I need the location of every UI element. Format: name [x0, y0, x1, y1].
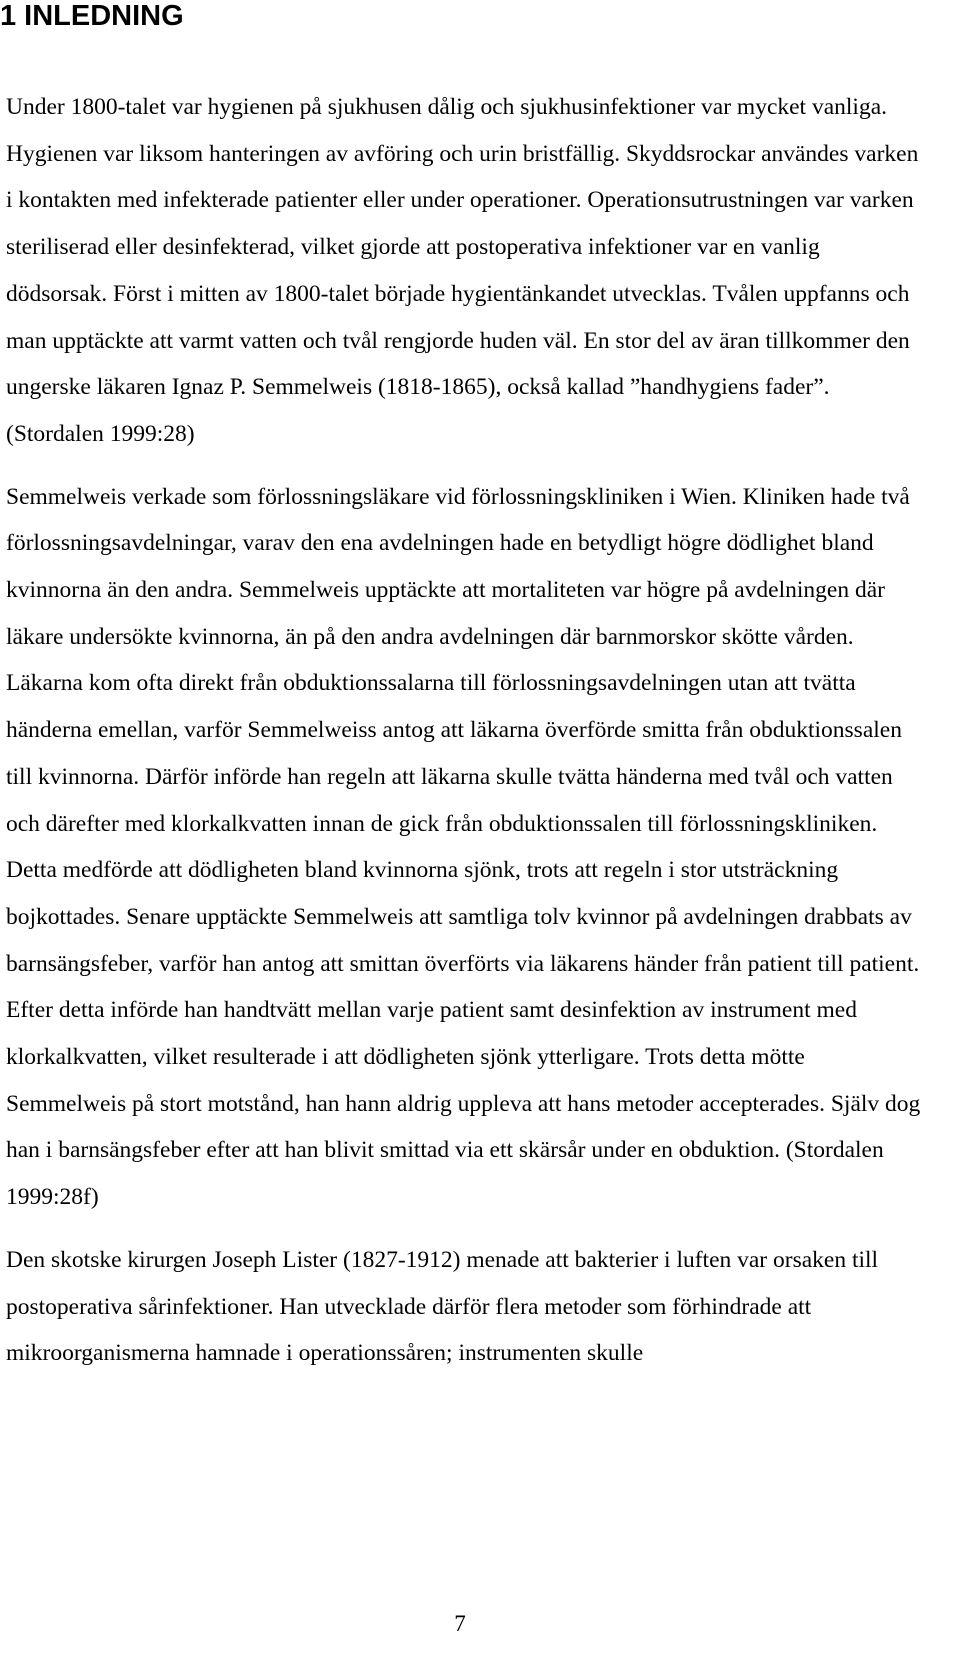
paragraph-semmelweis: Semmelweis verkade som förlossningsläkare vid förlossningskliniken i Wien. Kliniken hade två förlossningsavdelningar, varav den ena avdelningen hade en betydligt högre dödlighet bland kvinnorna än den andra. Semmelweis upptäckte att mortaliteten var högre på avdelningen där läkare undersökte kvinnorna, än på den andra avdelningen där barnmorskor skötte vården. Läkarna kom ofta direkt från obduktionssalarna till förlossningsavdelningen utan att tvätta händerna emellan, varför Semmelweiss antog att läkarna överförde smitta från obduktionssalen till kvinnorna. Därför införde han regeln att läkarna skulle tvätta händerna med tvål och vatten och därefter med klorkalkvatten innan de gick från obduktionssalen till förlossningskliniken. Detta medförde att dödligheten bland kvinnorna sjönk, trots att regeln i stor utsträckning bojkottades. Senare upptäckte Semmelweis att samtliga tolv kvinnor på avdelningen drabbats av barnsängsfeber, varför han antog att smittan överförts via läkarens händer från patient till patient. Efter detta införde han handtvätt mellan varje patient samt desinfektion av instrument med klorkalkvatten, vilket resulterade i att dödligheten sjönk ytterligare. Trots detta mötte Semmelweis på stort motstånd, han hann aldrig uppleva att hans metoder accepterades. Själv dog han i barnsängsfeber efter att han blivit smittad via ett skärsår under en obduktion. (Stordalen 1999:28f): [6, 483, 921, 1211]
paragraph-hygiene-history: Under 1800-talet var hygienen på sjukhusen dålig och sjukhusinfektioner var mycket vanliga. Hygienen var liksom hanteringen av avföring och urin bristfällig. Skyddsrockar användes varken i kontakten med infekterade patienter eller under operationer. Operationsutrustningen var varken steriliserad eller desinfekterad, vilket gjorde att postoperativa infektioner var en vanlig dödsorsak. Först i mitten av 1800-talet började hygientänkandet utvecklas. Tvålen uppfanns och man upptäckte att varmt vatten och tvål rengjorde huden väl. En stor del av äran tillkommer den ungerske läkaren Ignaz P. Semmelweis (1818-1865), också kallad ”handhygiens fader”. (Stordalen 1999:28): [6, 94, 919, 447]
section-heading: 1 INLEDNING: [0, 0, 184, 32]
paragraph-lister: Den skotske kirurgen Joseph Lister (1827-1912) menade att bakterier i luften var orsaken till postoperativa sårinfektioner. Han utvecklade därför flera metoder som förhindrade att mikroorganismerna hamnade i operationssåren; instrumenten skulle: [6, 1246, 879, 1367]
body-text: [6, 84, 926, 1393]
page-number: 7: [454, 1611, 466, 1636]
